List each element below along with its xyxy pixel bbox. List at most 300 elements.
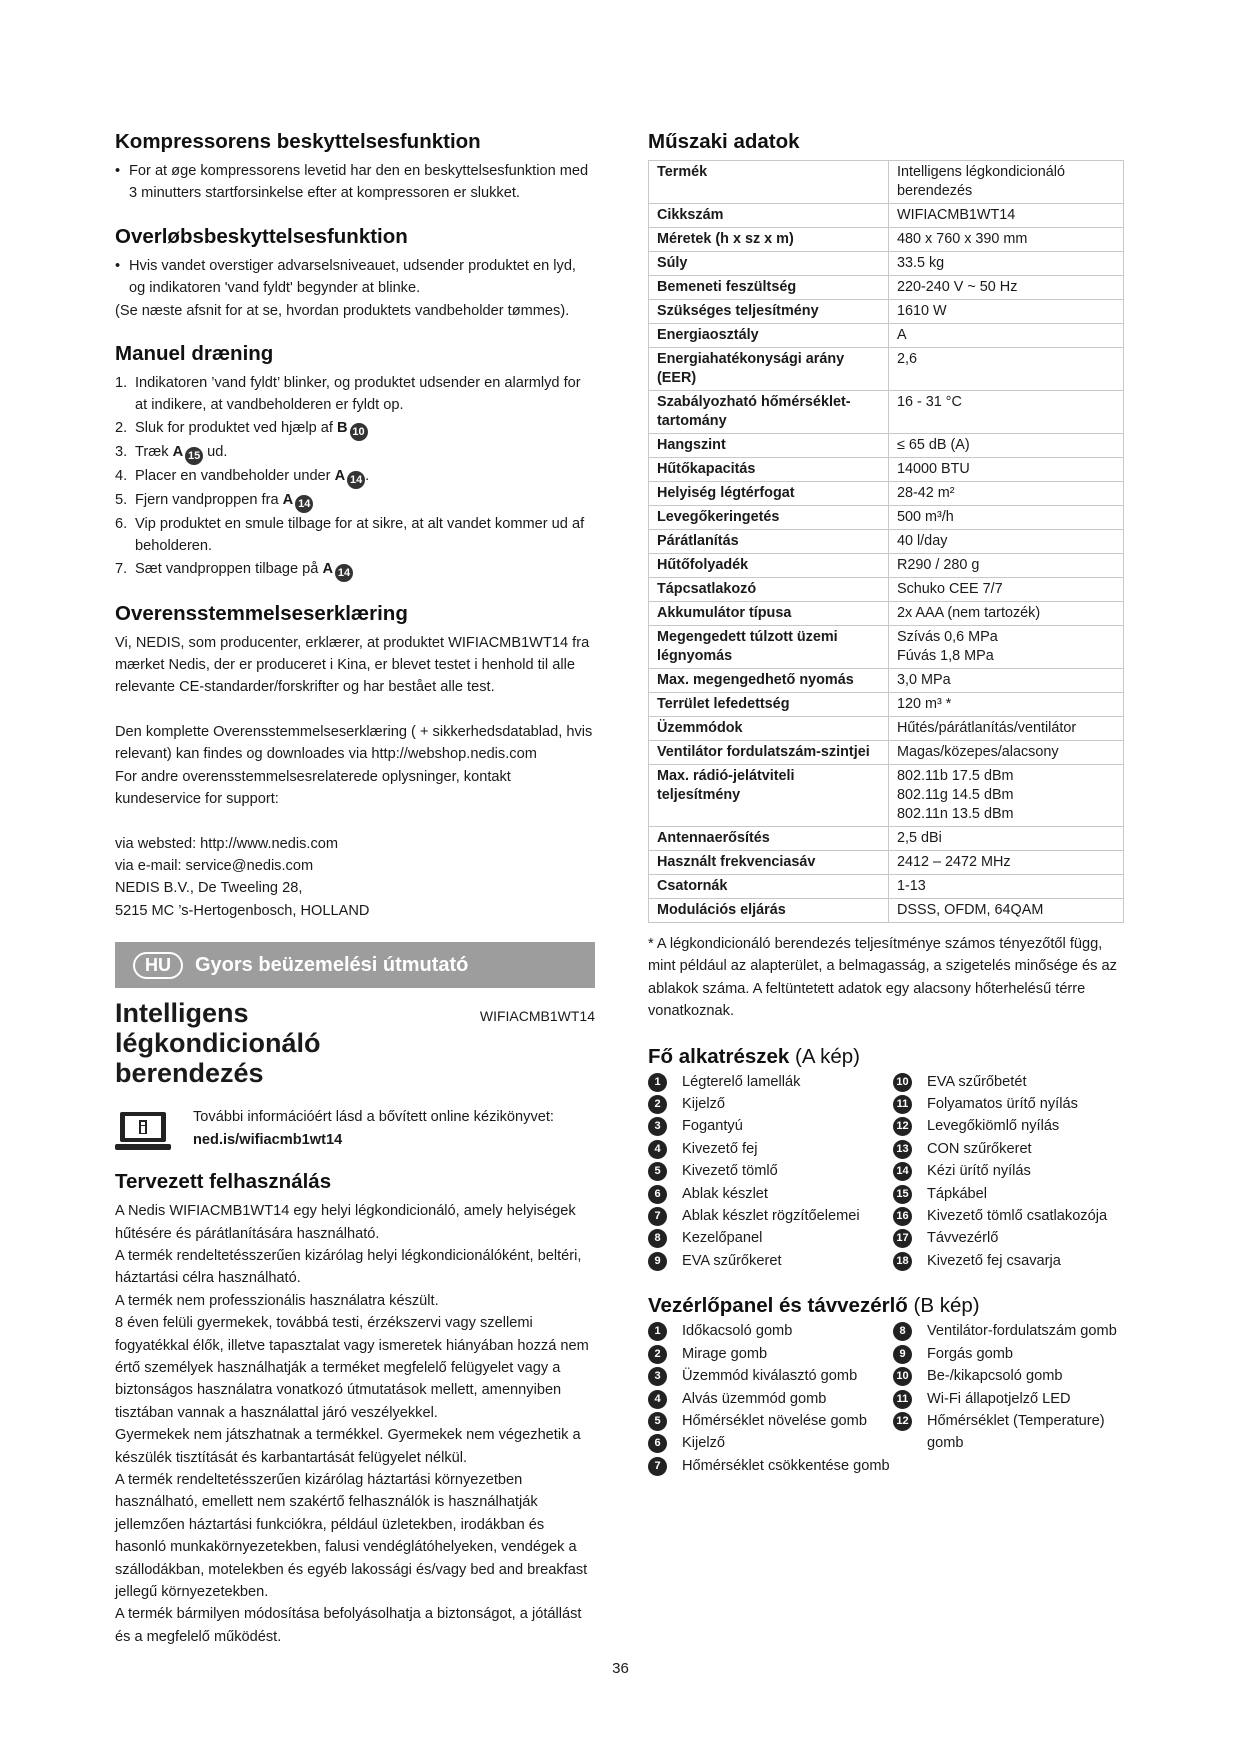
spec-row <box>649 252 1124 276</box>
part-number-badge: 14 <box>893 1162 912 1181</box>
overflow-bullet: • Hvis vandet overstiger advarselsniveauet, udsender produktet en lyd, og indikatoren 'vand fyldt' begynder at blinke. <box>115 255 595 300</box>
part-item <box>648 1071 893 1093</box>
overflow-section <box>115 225 595 322</box>
spec-value-cell <box>888 626 1123 669</box>
contact-line: via e-mail: service@nedis.com <box>115 857 314 874</box>
part-label: Hőmérséklet (Temperature) gomb <box>927 1412 1105 1452</box>
right-column <box>648 130 1128 1477</box>
part-number-badge: 14 <box>295 495 313 513</box>
spec-key-cell <box>649 391 889 434</box>
part-label: Folyamatos ürítő nyílás <box>927 1096 1078 1113</box>
spec-value: 480 x 760 x 390 mm <box>896 231 1028 247</box>
part-label: Fogantyú <box>682 1118 743 1135</box>
spec-key-cell <box>649 204 889 228</box>
spec-value-cell <box>888 276 1123 300</box>
parts-heading <box>648 1045 1128 1069</box>
intended-paragraph: A termék nem professzionális használatra készült. <box>115 1292 439 1309</box>
spec-value: Magas/közepes/alacsony <box>896 744 1059 760</box>
part-label: Hőmérséklet növelése gomb <box>682 1412 867 1429</box>
part-item <box>893 1160 1128 1182</box>
part-number-badge: 18 <box>893 1252 912 1271</box>
declaration-paragraph-1: Vi, NEDIS, som producenter, erklærer, at produktet WIFIACMB1WT14 fra mærket Nedis, der er produceret i Kina, er blevet testet i henhold til alle relevante CE-standarder/forskrifter og har bestået alle test. <box>115 634 590 696</box>
part-number-badge: 13 <box>893 1140 912 1159</box>
part-number-badge: 4 <box>648 1140 667 1159</box>
part-number-badge: 8 <box>893 1322 912 1341</box>
control-heading <box>648 1294 1128 1318</box>
step-text-after: ud. <box>203 443 228 460</box>
spec-key: Termék <box>657 164 708 180</box>
spec-value-cell <box>888 827 1123 851</box>
spec-value: 2,6 <box>896 351 917 367</box>
spec-key-cell <box>649 875 889 899</box>
parts-heading-text: Fő alkatrészek <box>648 1044 790 1068</box>
part-label: Kivezető fej <box>682 1140 758 1157</box>
spec-key-cell <box>649 458 889 482</box>
banner-title: Gyors beüzemelési útmutató <box>195 953 469 976</box>
spec-key: Cikkszám <box>657 207 724 223</box>
spec-value-cell <box>888 252 1123 276</box>
part-item <box>648 1250 893 1272</box>
part-number-badge: 6 <box>648 1434 667 1453</box>
spec-row <box>649 161 1124 204</box>
part-number-badge: 3 <box>648 1117 667 1136</box>
drain-step <box>115 465 595 489</box>
part-number-badge: 11 <box>893 1390 912 1409</box>
part-label: Ventilátor-fordulatszám gomb <box>927 1323 1117 1340</box>
part-item <box>648 1432 893 1454</box>
spec-value-cell <box>888 458 1123 482</box>
part-item <box>648 1365 893 1387</box>
spec-value: 2412 – 2472 MHz <box>896 854 1011 870</box>
contact-line: 5215 MC ’s-Hertogenbosch, HOLLAND <box>115 902 370 919</box>
spec-value-cell <box>888 899 1123 923</box>
spec-key-cell <box>649 693 889 717</box>
step-number: 3. <box>115 443 128 460</box>
spec-row <box>649 204 1124 228</box>
part-item <box>648 1455 893 1477</box>
intended-use-section <box>115 1170 595 1648</box>
part-label: Alvás üzemmód gomb <box>682 1390 827 1407</box>
spec-key-cell <box>649 276 889 300</box>
spec-key-cell <box>649 228 889 252</box>
spec-key: Párátlanítás <box>657 533 739 549</box>
language-badge: HU <box>133 952 183 979</box>
step-number: 5. <box>115 491 128 508</box>
spec-value-cell <box>888 348 1123 391</box>
model-code: WIFIACMB1WT14 <box>479 1008 595 1025</box>
part-label: EVA szűrőbetét <box>927 1073 1027 1090</box>
parts-right-list <box>893 1071 1128 1273</box>
spec-key-cell <box>649 554 889 578</box>
spec-value-cell <box>888 851 1123 875</box>
part-number-badge: 5 <box>648 1162 667 1181</box>
spec-key: Akkumulátor típusa <box>657 605 792 621</box>
control-heading-text: Vezérlőpanel és távvezérlő <box>648 1294 908 1318</box>
part-label: Időkacsoló gomb <box>682 1323 793 1340</box>
spec-key: Megengedett túlzott üzemi légnyomás <box>657 629 838 664</box>
spec-key: Tápcsatlakozó <box>657 581 757 597</box>
part-label: Kijelző <box>682 1435 725 1452</box>
step-number: 1. <box>115 375 128 392</box>
spec-value-cell <box>888 669 1123 693</box>
left-column <box>115 130 595 1668</box>
language-banner <box>115 942 595 988</box>
part-item <box>648 1138 893 1160</box>
part-number-badge: 3 <box>648 1367 667 1386</box>
figure-ref: A <box>172 443 184 460</box>
step-number: 7. <box>115 560 128 577</box>
spec-key: Ventilátor fordulatszám-szintjei <box>657 744 870 760</box>
spec-key-cell <box>649 602 889 626</box>
specs-heading: Műszaki adatok <box>648 130 800 153</box>
spec-key: Hűtőfolyadék <box>657 557 749 573</box>
spec-key-cell <box>649 506 889 530</box>
spec-row <box>649 276 1124 300</box>
spec-row <box>649 348 1124 391</box>
spec-key-cell <box>649 851 889 875</box>
part-number-badge: 4 <box>648 1390 667 1409</box>
part-item <box>893 1343 1128 1365</box>
part-number-badge: 10 <box>893 1073 912 1092</box>
part-label: Ablak készlet rögzítőelemei <box>682 1208 860 1225</box>
overflow-heading: Overløbsbeskyttelsesfunktion <box>115 224 408 248</box>
spec-value: 1610 W <box>896 303 947 319</box>
spec-key: Max. megengedhető nyomás <box>657 672 854 688</box>
spec-key: Hangszint <box>657 437 726 453</box>
part-item <box>648 1205 893 1227</box>
compressor-bullet: • For at øge kompressorens levetid har den en beskyttelsesfunktion med 3 minutters startforsinkelse efter at kompressoren er slukket. <box>115 160 595 205</box>
part-number-badge: 12 <box>893 1412 912 1431</box>
parts-grid <box>648 1071 1128 1273</box>
declaration-heading: Overensstemmelseserklæring <box>115 601 408 625</box>
part-label: Be-/kikapcsoló gomb <box>927 1368 1063 1385</box>
product-title-row <box>115 998 595 1088</box>
step-number: 2. <box>115 419 128 436</box>
part-number-badge: 14 <box>347 471 365 489</box>
spec-row <box>649 669 1124 693</box>
spec-value-cell <box>888 161 1123 204</box>
page-number: 36 <box>612 1660 629 1677</box>
spec-row <box>649 827 1124 851</box>
spec-row <box>649 434 1124 458</box>
declaration-section <box>115 602 595 922</box>
step-text-after: . <box>365 467 370 484</box>
drain-step <box>115 558 595 582</box>
spec-row <box>649 324 1124 348</box>
part-item <box>648 1320 893 1342</box>
declaration-paragraph-2: Den komplette Overensstemmelseserklæring ( + sikkerhedsdatablad, hvis relevant) kan findes og downloades via http://webshop.nedis.com <box>115 723 593 763</box>
spec-value: 28-42 m² <box>896 485 955 501</box>
control-left-list <box>648 1320 893 1477</box>
figure-ref: A <box>282 491 294 508</box>
spec-row <box>649 741 1124 765</box>
part-number-badge: 9 <box>893 1345 912 1364</box>
part-label: Kézi ürítő nyílás <box>927 1163 1031 1180</box>
part-label: Légterelő lamellák <box>682 1073 801 1090</box>
part-item <box>648 1410 893 1432</box>
spec-value-cell <box>888 300 1123 324</box>
drain-step <box>115 441 595 465</box>
info-text: További információért lásd a bővített online kézikönyvet: <box>193 1109 554 1126</box>
spec-value-cell <box>888 765 1123 827</box>
step-text: Indikatoren ’vand fyldt’ blinker, og produktet udsender en alarmlyd for at indikere, at vandbeholderen er fyldt op. <box>135 375 581 414</box>
part-number-badge: 2 <box>648 1095 667 1114</box>
part-number-badge: 2 <box>648 1345 667 1364</box>
compressor-heading: Kompressorens beskyttelsesfunktion <box>115 130 481 153</box>
drain-steps-list <box>115 372 595 582</box>
spec-value: 2,5 dBi <box>896 830 942 846</box>
part-number-badge: 5 <box>648 1412 667 1431</box>
part-label: Kivezető tömlő <box>682 1163 778 1180</box>
spec-value-cell <box>888 717 1123 741</box>
spec-value: WIFIACMB1WT14 <box>896 207 1016 223</box>
drain-step <box>115 417 595 441</box>
spec-key-cell <box>649 626 889 669</box>
figure-ref: A <box>334 467 346 484</box>
drain-section <box>115 342 595 582</box>
part-item <box>893 1093 1128 1115</box>
part-item <box>893 1250 1128 1272</box>
part-item <box>648 1160 893 1182</box>
spec-key: Szükséges teljesítmény <box>657 303 819 319</box>
parts-left-list <box>648 1071 893 1273</box>
intended-paragraph: A termék rendeltetésszerűen kizárólag háztartási környezetben használható, emellett nem szakértő felhasználók is használhatják jellemzően háztartási funkciókra, például üzletekben, irodákban és hasonló munkakörnyezetekben, falusi vendéglátóhelyeken, vendégek a szállodákban, motelekben és egyéb lakossági és/vagy bed and breakfast jellegű környezetekben. <box>115 1472 588 1601</box>
spec-value: A <box>896 327 907 343</box>
part-item <box>893 1410 1128 1455</box>
control-grid <box>648 1320 1128 1477</box>
part-number-badge: 1 <box>648 1073 667 1092</box>
part-number-badge: 15 <box>185 447 203 465</box>
spec-value: Szívás 0,6 MPa <box>896 629 998 645</box>
part-label: Mirage gomb <box>682 1345 768 1362</box>
spec-key-cell <box>649 252 889 276</box>
manual-link[interactable]: ned.is/wifiacmb1wt14 <box>193 1131 343 1148</box>
part-label: Kivezető fej csavarja <box>927 1252 1061 1269</box>
product-title: Intelligens légkondicionáló berendezés <box>115 998 321 1089</box>
spec-value: Hűtés/párátlanítás/ventilátor <box>896 720 1077 736</box>
part-item <box>648 1227 893 1249</box>
part-number-badge: 7 <box>648 1457 667 1476</box>
spec-key-cell <box>649 741 889 765</box>
spec-value: 802.11n 13.5 dBm <box>896 806 1014 822</box>
spec-value: berendezés <box>896 183 973 199</box>
spec-value-cell <box>888 482 1123 506</box>
spec-key-cell <box>649 482 889 506</box>
part-item <box>893 1183 1128 1205</box>
step-text: Placer en vandbeholder under <box>135 467 335 484</box>
part-label: EVA szűrőkeret <box>682 1252 782 1269</box>
spec-key: Terrület lefedettség <box>657 696 790 712</box>
control-heading-ref: (B kép) <box>913 1294 980 1318</box>
spec-value: ≤ 65 dB (A) <box>896 437 970 453</box>
part-item <box>893 1320 1128 1342</box>
spec-value: 3,0 MPa <box>896 672 951 688</box>
spec-value-cell <box>888 530 1123 554</box>
step-number: 6. <box>115 515 128 532</box>
spec-key: Helyiség légtérfogat <box>657 485 795 501</box>
spec-row <box>649 482 1124 506</box>
part-label: Kijelző <box>682 1096 725 1113</box>
spec-row <box>649 391 1124 434</box>
spec-key-cell <box>649 578 889 602</box>
part-label: Távvezérlő <box>927 1230 999 1247</box>
contact-line: NEDIS B.V., De Tweeling 28, <box>115 880 303 897</box>
part-number-badge: 17 <box>893 1229 912 1248</box>
parts-heading-ref: (A kép) <box>795 1044 860 1068</box>
overflow-note: (Se næste afsnit for at se, hvordan produktets vandbeholder tømmes). <box>115 302 570 319</box>
spec-row <box>649 765 1124 827</box>
specs-table <box>648 160 1124 923</box>
spec-key-cell <box>649 348 889 391</box>
spec-value-cell <box>888 578 1123 602</box>
intended-paragraph: 8 éven felüli gyermekek, továbbá testi, érzékszervi vagy szellemi fogyatékkal élők, illetve tapasztalat vagy ismeretek hiányában hozzá nem értő személyek használhatják a terméket megfelelő felügyelet vagy a biztonságos használatra vonatkozó útmutatások mellett, amennyiben tisztában vannak a használattal járó veszélyekkel. <box>115 1315 589 1421</box>
control-right-list <box>893 1320 1128 1477</box>
part-item <box>893 1115 1128 1137</box>
spec-row <box>649 899 1124 923</box>
step-text: Sluk for produktet ved hjælp af <box>135 419 337 436</box>
spec-row <box>649 530 1124 554</box>
spec-value-cell <box>888 875 1123 899</box>
spec-key-cell <box>649 530 889 554</box>
part-item <box>893 1388 1128 1410</box>
spec-key-cell <box>649 300 889 324</box>
part-label: Wi-Fi állapotjelző LED <box>927 1390 1071 1407</box>
spec-value: Intelligens légkondicionáló <box>896 164 1065 180</box>
spec-row <box>649 506 1124 530</box>
spec-key: Levegőkeringetés <box>657 509 780 525</box>
part-label: Ablak készlet <box>682 1185 768 1202</box>
spec-key: Energiahatékonysági arány (EER) <box>657 351 845 386</box>
specs-footnote: * A légkondicionáló berendezés teljesítménye számos tényezőtől függ, mint például az alapterület, a belmagasság, a szigetelés minősége és az ablakok száma. A feltüntetett adatok egy alacsony hőterhelésű térre vonatkoznak. <box>648 936 1117 1020</box>
part-label: Kezelőpanel <box>682 1230 763 1247</box>
spec-value: 500 m³/h <box>896 509 954 525</box>
spec-key-cell <box>649 161 889 204</box>
spec-row <box>649 875 1124 899</box>
part-label: Forgás gomb <box>927 1345 1013 1362</box>
spec-value: 802.11b 17.5 dBm <box>896 768 1014 784</box>
drain-step <box>115 372 595 417</box>
part-number-badge: 14 <box>335 564 353 582</box>
part-item <box>893 1071 1128 1093</box>
spec-value-cell <box>888 506 1123 530</box>
part-number-badge: 1 <box>648 1322 667 1341</box>
spec-value-cell <box>888 602 1123 626</box>
part-item <box>648 1183 893 1205</box>
info-row <box>115 1106 595 1152</box>
spec-value: Schuko CEE 7/7 <box>896 581 1003 597</box>
compressor-section <box>115 130 595 205</box>
drain-heading: Manuel dræning <box>115 342 274 366</box>
part-label: Kivezető tömlő csatlakozója <box>927 1208 1108 1225</box>
spec-row <box>649 693 1124 717</box>
spec-key-cell <box>649 434 889 458</box>
part-label: Levegőkiömlő nyílás <box>927 1118 1060 1135</box>
spec-key: Energiaosztály <box>657 327 759 343</box>
laptop-info-icon <box>115 1110 171 1152</box>
part-number-badge: 15 <box>893 1185 912 1204</box>
spec-row <box>649 602 1124 626</box>
spec-value: 2x AAA (nem tartozék) <box>896 605 1041 621</box>
part-label: Üzemmód kiválasztó gomb <box>682 1368 858 1385</box>
spec-value: 802.11g 14.5 dBm <box>896 787 1014 803</box>
part-number-badge: 6 <box>648 1185 667 1204</box>
step-text: Fjern vandproppen fra <box>135 491 283 508</box>
intended-paragraph: A termék bármilyen módosítása befolyásolhatja a biztonságot, a jótállást és a megfelelő működést. <box>115 1606 582 1645</box>
spec-row <box>649 300 1124 324</box>
part-item <box>893 1365 1128 1387</box>
part-label: CON szűrőkeret <box>927 1140 1032 1157</box>
drain-step <box>115 489 595 513</box>
spec-value: 33.5 kg <box>896 255 945 271</box>
spec-key-cell <box>649 717 889 741</box>
spec-key: Használt frekvenciasáv <box>657 854 816 870</box>
spec-value-cell <box>888 228 1123 252</box>
intended-paragraph: Gyermekek nem játszhatnak a termékkel. Gyermekek nem végezhetik a készülék tisztítását és karbantartását felügyelet nélkül. <box>115 1427 581 1466</box>
declaration-paragraph-3: For andre overensstemmelsesrelaterede oplysninger, kontakt kundeservice for support: <box>115 768 511 808</box>
spec-value: 220-240 V ~ 50 Hz <box>896 279 1018 295</box>
figure-ref: B <box>337 419 348 436</box>
spec-value-cell <box>888 741 1123 765</box>
part-number-badge: 7 <box>648 1207 667 1226</box>
part-number-badge: 8 <box>648 1229 667 1248</box>
contact-line: via websted: http://www.nedis.com <box>115 835 339 852</box>
intended-paragraph: A termék rendeltetésszerűen kizárólag helyi légkondicionálóként, beltéri, háztartási célra használható. <box>115 1247 582 1287</box>
spec-key: Modulációs eljárás <box>657 902 786 918</box>
part-number-badge: 10 <box>350 423 368 441</box>
part-item <box>893 1227 1128 1249</box>
spec-key-cell <box>649 324 889 348</box>
spec-row <box>649 554 1124 578</box>
spec-key: Méretek (h x sz x m) <box>657 231 794 247</box>
drain-step <box>115 513 595 558</box>
part-number-badge: 10 <box>893 1367 912 1386</box>
part-item <box>648 1388 893 1410</box>
step-text: Træk <box>135 443 173 460</box>
intended-paragraph: A Nedis WIFIACMB1WT14 egy helyi légkondicionáló, amely helyiségek hűtésére és párátlanítására használható. <box>115 1203 576 1242</box>
spec-row <box>649 578 1124 602</box>
part-number-badge: 12 <box>893 1117 912 1136</box>
spec-value-cell <box>888 693 1123 717</box>
spec-value-cell <box>888 204 1123 228</box>
spec-key: Hűtőkapacitás <box>657 461 756 477</box>
spec-value-cell <box>888 554 1123 578</box>
spec-key: Bemeneti feszültség <box>657 279 797 295</box>
spec-value-cell <box>888 434 1123 458</box>
spec-key-cell <box>649 765 889 827</box>
spec-value: 40 l/day <box>896 533 948 549</box>
step-number: 4. <box>115 467 128 484</box>
spec-value: 16 - 31 °C <box>896 394 962 410</box>
spec-value: Fúvás 1,8 MPa <box>896 648 994 664</box>
spec-key-cell <box>649 827 889 851</box>
spec-row <box>649 626 1124 669</box>
spec-key: Max. rádió-jelátviteli teljesítmény <box>657 768 795 803</box>
spec-row <box>649 851 1124 875</box>
spec-key: Súly <box>657 255 688 271</box>
part-label: Tápkábel <box>927 1185 988 1202</box>
figure-ref: A <box>322 560 333 577</box>
spec-key-cell <box>649 669 889 693</box>
spec-key: Szabályozható hőmérséklet-tartomány <box>657 394 851 429</box>
spec-value: DSSS, OFDM, 64QAM <box>896 902 1044 918</box>
part-item <box>648 1115 893 1137</box>
spec-key: Antennaerősítés <box>657 830 770 846</box>
spec-value-cell <box>888 391 1123 434</box>
spec-value: 120 m³ * <box>896 696 952 712</box>
part-item <box>648 1093 893 1115</box>
part-item <box>648 1343 893 1365</box>
part-item <box>893 1138 1128 1160</box>
